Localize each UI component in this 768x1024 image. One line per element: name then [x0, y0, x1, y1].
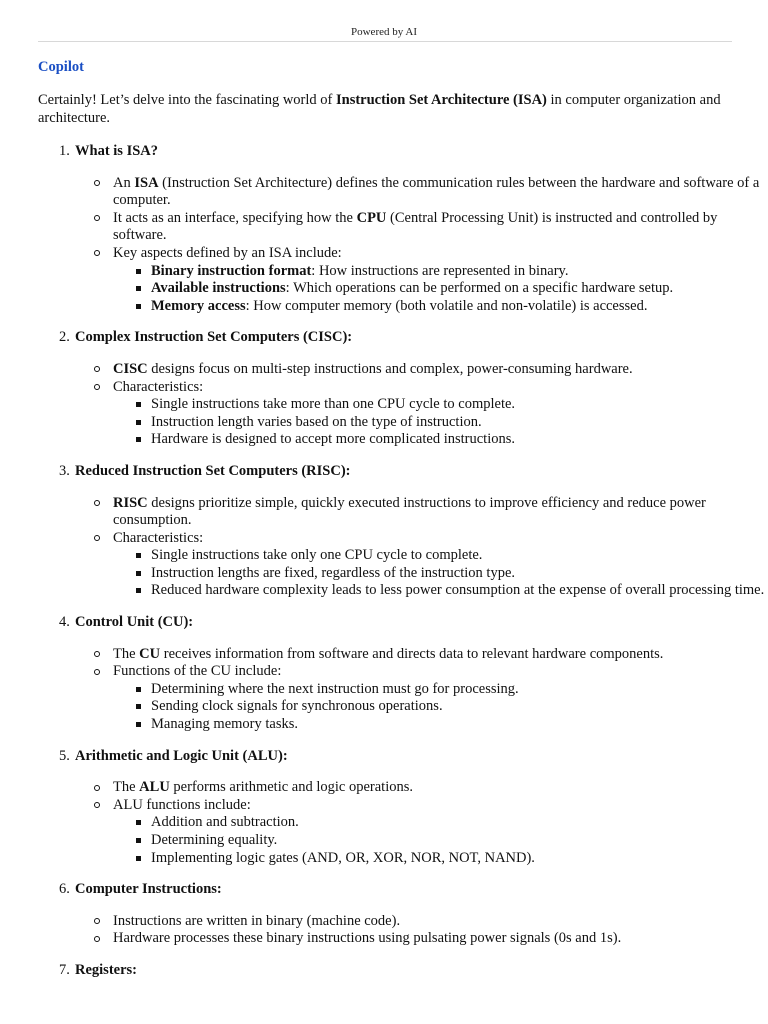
- bullet-item: [113, 797, 768, 867]
- bullet-text: designs focus on multi-step instructions and complex, power-consuming hardware.: [147, 360, 633, 377]
- section-heading: Reduced Instruction Set Computers (RISC):: [75, 462, 351, 479]
- sub-bullet-bold-term: Binary instruction format: [151, 262, 312, 279]
- bullet-item: [113, 646, 768, 664]
- bullet-text: designs prioritize simple, quickly executed instructions to improve efficiency and reduce power consumption.: [113, 494, 706, 529]
- sub-bullet-item: Addition and subtraction.: [151, 814, 768, 832]
- sub-bullet-item: Instruction length varies based on the type of instruction.: [151, 414, 768, 432]
- section-heading: Arithmetic and Logic Unit (ALU):: [75, 747, 288, 764]
- bullet-text: performs arithmetic and logic operations.: [169, 779, 413, 796]
- bullet-text: ALU functions include:: [113, 796, 251, 813]
- bullet-bold-term: CISC: [113, 360, 148, 377]
- sub-bullet-list: [113, 814, 768, 867]
- sub-bullet-item: Managing memory tasks.: [151, 716, 768, 734]
- bullet-list: [75, 175, 768, 316]
- bullet-bold-term: ISA: [134, 174, 159, 191]
- section-control-unit: [59, 614, 768, 734]
- bullet-item: Hardware processes these binary instructions using pulsating power signals (0s and 1s).: [113, 930, 768, 948]
- assistant-label: Copilot: [38, 59, 84, 75]
- sub-bullet-item: Reduced hardware complexity leads to less power consumption at the expense of overall processing time.: [151, 582, 768, 600]
- bullet-text: Key aspects defined by an ISA include:: [113, 244, 342, 261]
- bullet-item: [113, 210, 768, 245]
- bullet-text: Functions of the CU include:: [113, 663, 282, 680]
- page-header-title: Powered by AI: [351, 26, 417, 38]
- intro-bold-term: Instruction Set Architecture (ISA): [335, 92, 547, 108]
- section-number: 1.: [59, 143, 70, 159]
- section-computer-instructions: [59, 881, 768, 948]
- bullet-item: [113, 495, 768, 530]
- bullet-item: [113, 361, 768, 379]
- sub-bullet-item: Sending clock signals for synchronous operations.: [151, 698, 768, 716]
- section-heading: Control Unit (CU):: [75, 614, 194, 631]
- section-cisc: [59, 329, 768, 449]
- section-heading: Computer Instructions:: [75, 881, 222, 898]
- section-number: 7.: [59, 961, 70, 978]
- intro-text: Certainly! Let’s delve into the fascinating world of: [38, 92, 336, 108]
- bullet-bold-term: CPU: [356, 209, 387, 226]
- sub-bullet-item: Determining equality.: [151, 832, 768, 850]
- bullet-item: [113, 245, 768, 315]
- bullet-text: An: [113, 174, 135, 191]
- sub-bullet-item: Single instructions take more than one CPU cycle to complete.: [151, 396, 768, 414]
- bullet-text: Characteristics:: [113, 529, 204, 546]
- sub-bullet-text: : Which operations can be performed on a specific hardware setup.: [285, 280, 674, 297]
- bullet-item: [113, 175, 768, 210]
- section-number: 6.: [59, 881, 70, 898]
- intro-text-end: in computer organization and architecture.: [38, 92, 721, 126]
- bullet-bold-term: CU: [139, 645, 161, 662]
- bullet-text: receives information from software and directs data to relevant hardware components.: [160, 645, 664, 662]
- bullet-bold-term: RISC: [113, 494, 148, 511]
- section-list: [0, 143, 768, 980]
- header-divider: [38, 41, 732, 42]
- section-number: 4.: [59, 614, 70, 631]
- bullet-list: [75, 646, 768, 734]
- sub-bullet-item: [151, 298, 768, 316]
- intro-paragraph: [38, 92, 738, 127]
- sub-bullet-list: [113, 681, 768, 734]
- bullet-text: (Central Processing Unit) is instructed and controlled by software.: [113, 209, 718, 244]
- sub-bullet-item: Instruction lengths are fixed, regardless of the instruction type.: [151, 565, 768, 583]
- sub-bullet-item: Determining where the next instruction must go for processing.: [151, 681, 768, 699]
- sub-bullet-item: Single instructions take only one CPU cycle to complete.: [151, 547, 768, 565]
- section-registers: [59, 961, 768, 980]
- bullet-text: The: [113, 779, 140, 796]
- section-isa: [59, 143, 768, 315]
- sub-bullet-item: Implementing logic gates (AND, OR, XOR, NOR, NOT, NAND).: [151, 850, 768, 868]
- section-number: 2.: [59, 329, 70, 346]
- section-risc: [59, 462, 768, 600]
- bullet-text: It acts as an interface, specifying how the: [113, 209, 357, 226]
- section-heading: Registers:: [75, 961, 138, 978]
- bullet-bold-term: ALU: [139, 779, 170, 796]
- section-heading: Complex Instruction Set Computers (CISC):: [75, 329, 353, 346]
- sub-bullet-bold-term: Memory access: [151, 297, 246, 314]
- bullet-list: [75, 779, 768, 867]
- section-heading: What is ISA?: [75, 143, 158, 159]
- sub-bullet-item: Hardware is designed to accept more complicated instructions.: [151, 431, 768, 449]
- bullet-item: [113, 663, 768, 733]
- sub-bullet-item: [151, 263, 768, 281]
- bullet-item: [113, 379, 768, 449]
- section-number: 5.: [59, 747, 70, 764]
- bullet-text: Characteristics:: [113, 378, 204, 395]
- sub-bullet-bold-term: Available instructions: [151, 280, 286, 297]
- bullet-item: [113, 779, 768, 797]
- bullet-text: (Instruction Set Architecture) defines the communication rules between the hardware and software of a computer.: [113, 174, 760, 209]
- sub-bullet-list: [113, 263, 768, 316]
- bullet-item: [113, 530, 768, 600]
- sub-bullet-item: [151, 280, 768, 298]
- section-alu: [59, 747, 768, 868]
- sub-bullet-list: [113, 396, 768, 449]
- bullet-text: The: [113, 645, 140, 662]
- bullet-list: [75, 361, 768, 449]
- bullet-list: [75, 913, 768, 948]
- sub-bullet-text: : How computer memory (both volatile and non-volatile) is accessed.: [245, 297, 648, 314]
- section-number: 3.: [59, 462, 70, 479]
- response-content: [0, 143, 768, 994]
- sub-bullet-text: : How instructions are represented in binary.: [311, 262, 569, 279]
- sub-bullet-list: [113, 547, 768, 600]
- bullet-list: [75, 495, 768, 601]
- bullet-item: Instructions are written in binary (machine code).: [113, 913, 768, 931]
